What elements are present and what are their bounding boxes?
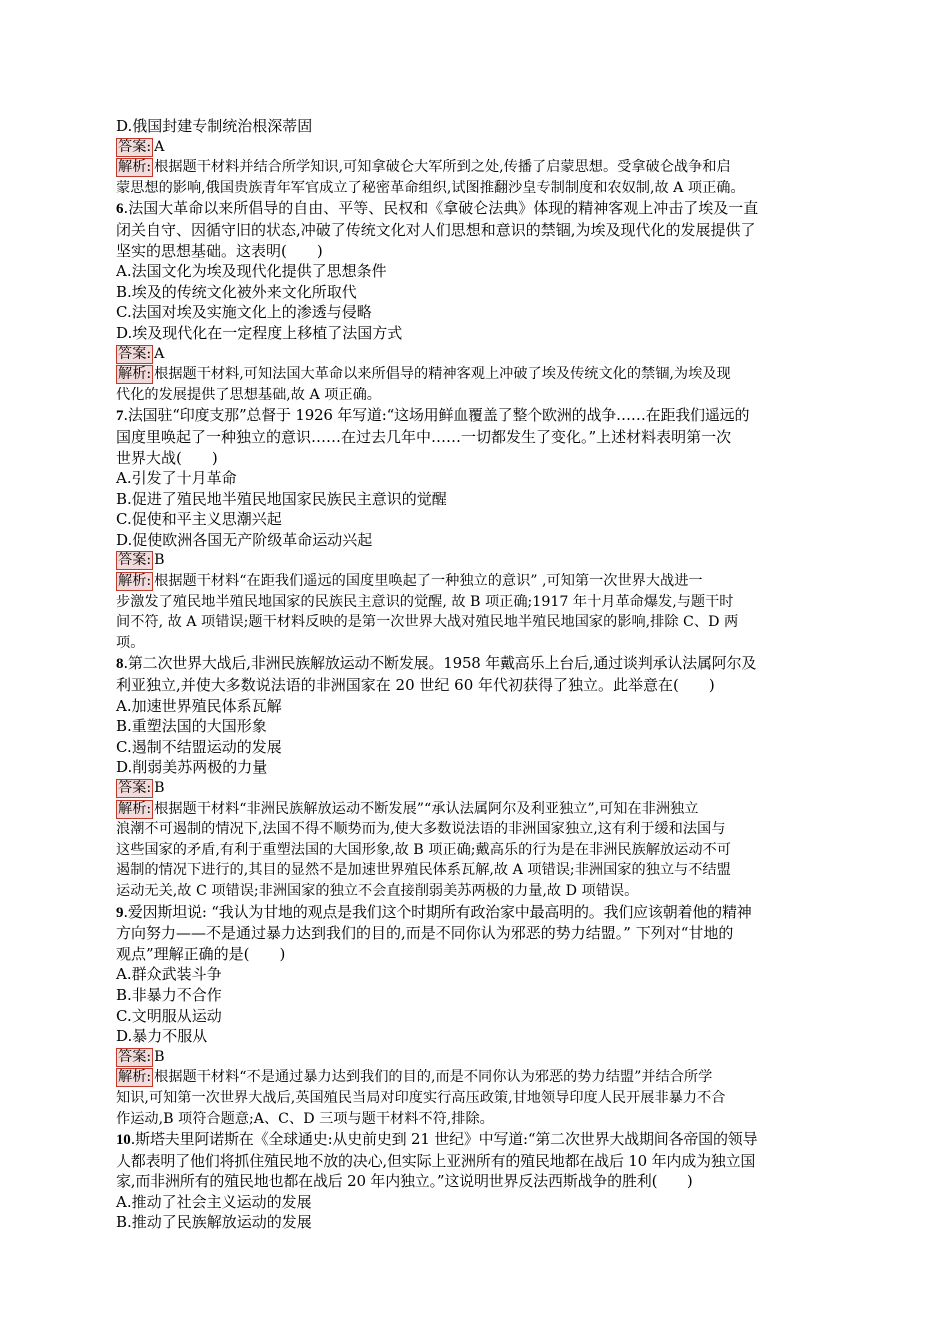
- question-number: 6: [116, 201, 124, 218]
- explanation-tag: 解析:: [118, 366, 152, 383]
- answer-value: A: [154, 345, 165, 362]
- question-stem-line: .爱因斯坦说: “我认为甘地的观点是我们这个时期所有政治家中最高明的。我们应该朝着他的精神: [123, 902, 752, 921]
- question-stem-line: 世界大战( ): [116, 448, 218, 467]
- explanation-line: 代化的发展提供了思想基础,故 A 项正确。: [116, 386, 381, 403]
- option-c: C.文明服从运动: [116, 1006, 222, 1025]
- question-stem-line: .斯塔夫里阿诺斯在《全球通史:从史前史到 21 世纪》中写道:“第二次世界大战期间各帝国的领导: [130, 1130, 758, 1149]
- option-c: C.促使和平主义思潮兴起: [116, 510, 282, 529]
- answer-value: B: [154, 1048, 165, 1065]
- question-7: [116, 405, 838, 653]
- question-stem-line: 国度里唤起了一种独立的意识……在过去几年中……一切都发生了变化。”上述材料表明第一次: [116, 427, 732, 446]
- question-stem-line: .第二次世界大战后,非洲民族解放运动不断发展。1958 年戴高乐上台后,通过谈判承认法属阿尔及: [123, 654, 757, 673]
- answer-tag: 答案:: [118, 552, 152, 569]
- option-b: B.促进了殖民地半殖民地国家民族民主意识的觉醒: [116, 489, 447, 508]
- explanation-line: 间不符, 故 A 项错误;题干材料反映的是第一次世界大战对殖民地半殖民地国家的影响,排除 C、D 两: [116, 614, 739, 631]
- option-d: D.俄国封建专制统治根深蒂固: [116, 117, 313, 135]
- explanation-line: 蒙思想的影响,俄国贵族青年军官成立了秘密革命组织,试图推翻沙皇专制制度和农奴制,故 A 项正确。: [116, 179, 745, 196]
- explanation-block: [116, 571, 838, 653]
- explanation-tag: 解析:: [118, 1069, 152, 1086]
- answer-value: B: [154, 552, 165, 569]
- explanation-line: 遏制的情况下进行的,其目的显然不是加速世界殖民体系瓦解,故 A 项错误;非洲国家的独立与不结盟: [116, 862, 731, 879]
- explanation-tag: 解析:: [118, 159, 152, 176]
- question-stem-line: 坚实的思想基础。这表明( ): [116, 241, 323, 260]
- answer-value: A: [154, 138, 165, 155]
- question-stem-line: .法国驻“印度支那”总督于 1926 年写道:“这场用鲜血覆盖了整个欧洲的战争……在距我们遥远的: [123, 406, 750, 425]
- option-b: B.非暴力不合作: [116, 985, 222, 1004]
- explanation-line: 项。: [116, 634, 145, 651]
- option-b: B.推动了民族解放运动的发展: [116, 1213, 312, 1232]
- explanation-block: [116, 1067, 838, 1129]
- explanation-line: 根据题干材料“在距我们遥远的国度里唤起了一种独立的意识” ,可知第一次世界大战进一: [154, 573, 703, 590]
- option-d: D.暴力不服从: [116, 1027, 208, 1046]
- answer-block: [116, 344, 838, 365]
- answer-block: [116, 778, 838, 799]
- question-stem-line: 观点”理解正确的是( ): [116, 944, 286, 963]
- option-a: A.加速世界殖民体系瓦解: [116, 696, 282, 715]
- answer-block: [116, 137, 838, 158]
- explanation-block: [116, 364, 838, 405]
- explanation-tag: 解析:: [118, 573, 152, 590]
- question-number: 9: [116, 904, 124, 921]
- explanation-line: 根据题干材料,可知法国大革命以来所倡导的精神客观上冲破了埃及传统文化的禁锢,为埃及现: [154, 366, 731, 383]
- intro-block: [116, 116, 838, 198]
- option-a: A.群众武装斗争: [116, 965, 222, 984]
- explanation-line: 运动无关,故 C 项错误;非洲国家的独立不会直接削弱美苏两极的力量,故 D 项错误。: [116, 882, 639, 899]
- explanation-block: [116, 157, 838, 198]
- question-stem-line: 闭关自守、因循守旧的状态,冲破了传统文化对人们思想和意识的禁锢,为埃及现代化的发展提供了: [116, 220, 756, 239]
- option-d: D.促使欧洲各国无产阶级革命运动兴起: [116, 530, 373, 549]
- option-d: D.埃及现代化在一定程度上移植了法国方式: [116, 323, 403, 342]
- explanation-block: [116, 799, 838, 902]
- answer-block: [116, 550, 838, 571]
- explanation-tag: 解析:: [118, 800, 152, 817]
- option-a: A.法国文化为埃及现代化提供了思想条件: [116, 262, 387, 281]
- explanation-line: 作运动,B 项符合题意;A、C、D 三项与题干材料不符,排除。: [116, 1110, 494, 1127]
- option-a: A.引发了十月革命: [116, 469, 237, 488]
- option-b: B.埃及的传统文化被外来文化所取代: [116, 282, 357, 301]
- answer-tag: 答案:: [118, 1048, 152, 1065]
- question-number: 7: [116, 408, 124, 425]
- question-6: [116, 198, 838, 405]
- question-8: [116, 653, 838, 901]
- option-d: D.削弱美苏两极的力量: [116, 758, 268, 777]
- explanation-line: 根据题干材料并结合所学知识,可知拿破仑大军所到之处,传播了启蒙思想。受拿破仑战争和启: [154, 159, 731, 176]
- question-9: [116, 902, 838, 1130]
- document-page: [116, 116, 838, 1233]
- question-stem-line: .法国大革命以来所倡导的自由、平等、民权和《拿破仑法典》体现的精神客观上冲击了埃及一直: [123, 199, 759, 218]
- answer-tag: 答案:: [118, 138, 152, 155]
- explanation-line: 这些国家的矛盾,有利于重塑法国的大国形象,故 B 项正确;戴高乐的行为是在非洲民族解放运动不可: [116, 841, 731, 858]
- option-c: C.法国对埃及实施文化上的渗透与侵略: [116, 303, 372, 322]
- option-a: A.推动了社会主义运动的发展: [116, 1192, 312, 1211]
- answer-value: B: [154, 780, 165, 796]
- question-number: 10: [116, 1132, 131, 1149]
- explanation-line: 知识,可知第一次世界大战后,英国殖民当局对印度实行高压政策,甘地领导印度人民开展非暴力不合: [116, 1089, 726, 1106]
- explanation-line: 浪潮不可遏制的情况下,法国不得不顺势而为,使大多数说法语的非洲国家独立,这有利于缓和法国与: [116, 821, 726, 838]
- explanation-line: 根据题干材料“不是通过暴力达到我们的目的,而是不同你认为邪恶的势力结盟”并结合所学: [154, 1069, 713, 1086]
- answer-tag: 答案:: [118, 780, 152, 796]
- question-stem-line: 利亚独立,并使大多数说法语的非洲国家在 20 世纪 60 年代初获得了独立。此举意在( ): [116, 676, 715, 695]
- explanation-line: 步激发了殖民地半殖民地国家的民族民主意识的觉醒, 故 B 项正确;1917 年十月革命爆发,与题干时: [116, 593, 734, 610]
- answer-tag: 答案:: [118, 345, 152, 362]
- question-10: [116, 1129, 838, 1233]
- question-stem-line: 家,而非洲所有的殖民地也都在战后 20 年内独立。”这说明世界反法西斯战争的胜利( ): [116, 1172, 693, 1191]
- option-b: B.重塑法国的大国形象: [116, 717, 267, 736]
- question-number: 8: [116, 656, 124, 673]
- question-stem-line: 人都表明了他们将抓住殖民地不放的决心,但实际上亚洲所有的殖民地都在战后 10 年内成为独立国: [116, 1151, 756, 1170]
- question-stem-line: 方向努力——不是通过暴力达到我们的目的,而是不同你认为邪恶的势力结盟。” 下列对“甘地的: [116, 924, 734, 943]
- option-c: C.遏制不结盟运动的发展: [116, 737, 282, 756]
- explanation-line: 根据题干材料“非洲民族解放运动不断发展”“承认法属阿尔及利亚独立”,可知在非洲独立: [154, 800, 699, 817]
- answer-block: [116, 1047, 838, 1068]
